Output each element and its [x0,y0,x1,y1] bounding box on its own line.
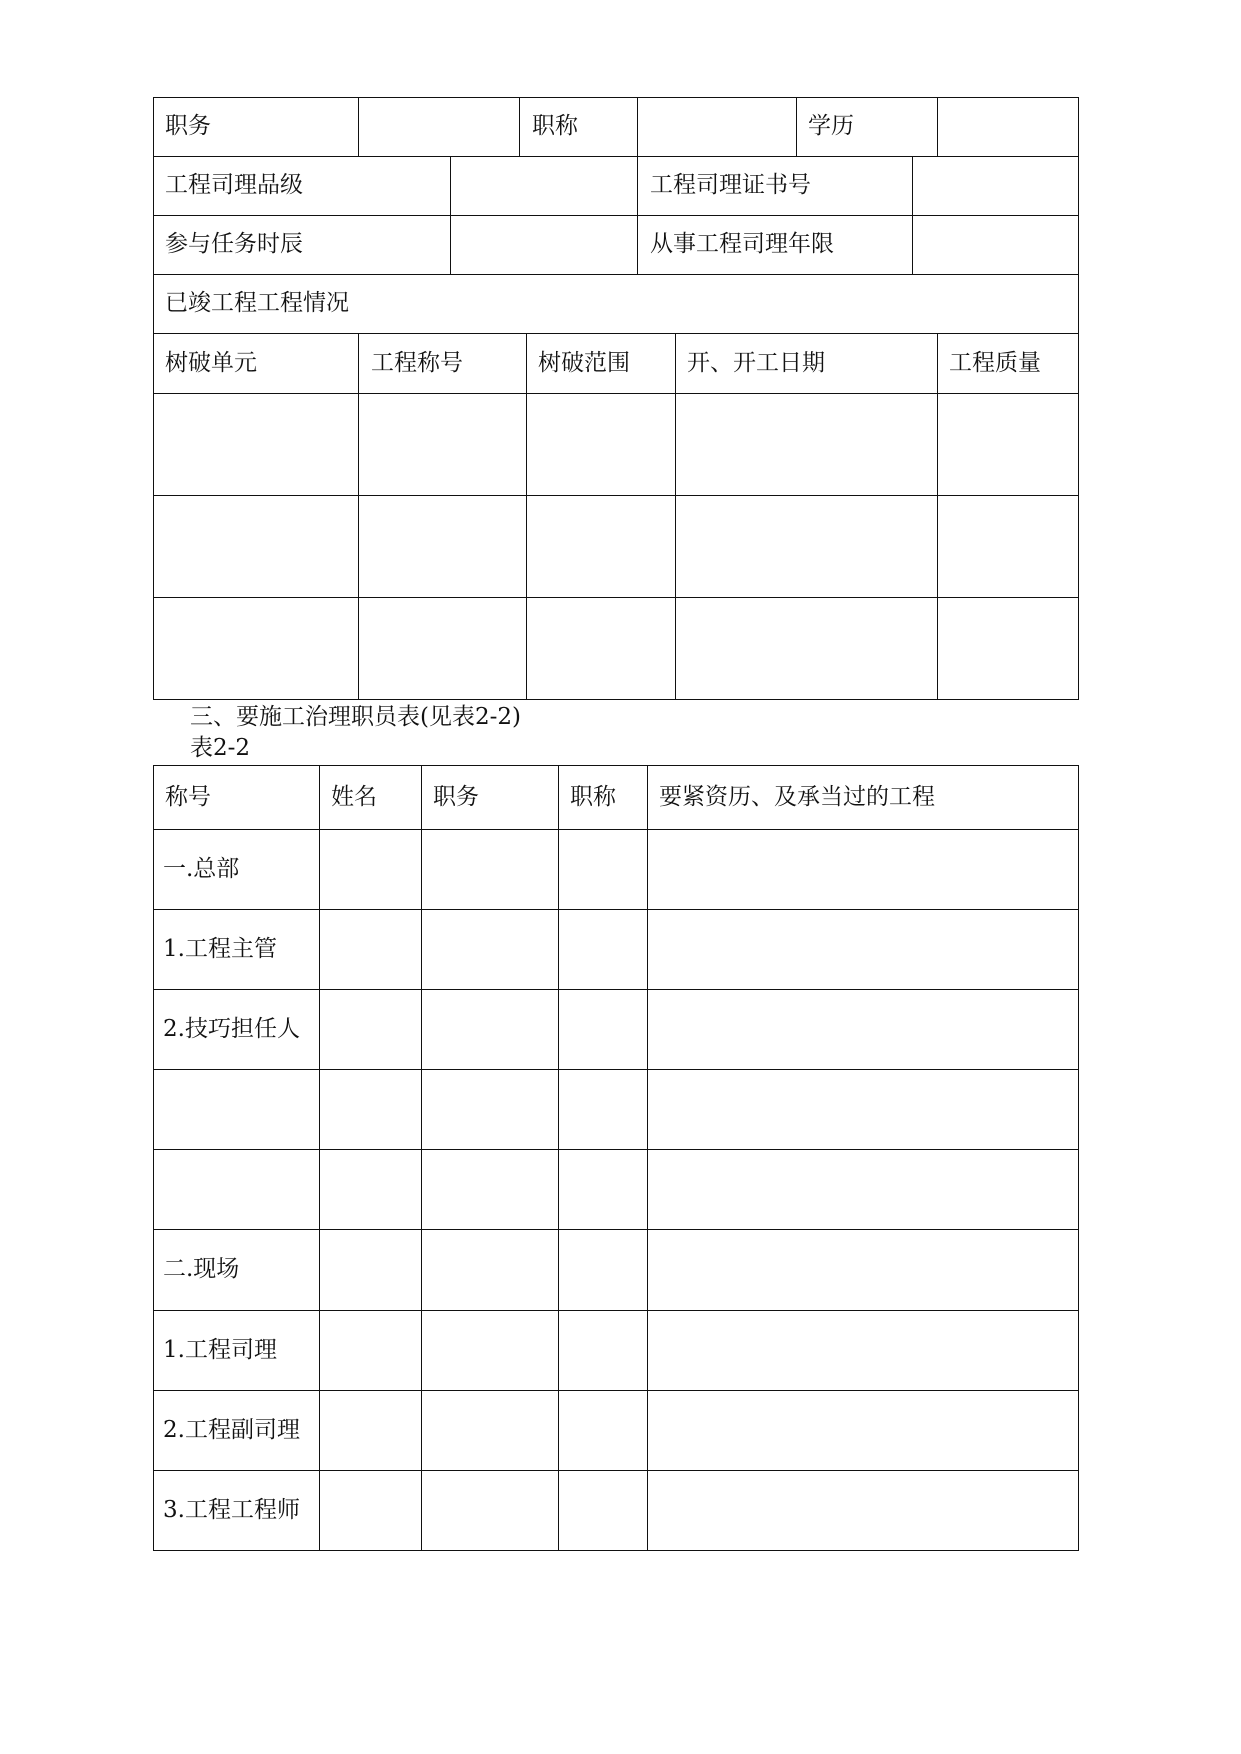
header-project-name: 工程称号 [371,350,463,376]
row-label-deputy-manager: 2.工程副司理 [163,1417,300,1443]
header-dates: 开、开工日期 [687,350,825,376]
header-role-name: 称号 [165,784,211,810]
label-position: 职务 [165,113,211,139]
row-label-site: 二.现场 [163,1256,240,1282]
header-title: 职称 [570,784,616,810]
label-title: 职称 [532,113,578,139]
row-label-project-director: 1.工程主管 [163,936,277,962]
header-quality: 工程质量 [949,350,1041,376]
table-caption: 表2-2 [190,735,251,761]
row-label-project-engineer: 3.工程工程师 [163,1497,300,1523]
row-label-technical-lead: 2.技巧担任人 [163,1016,300,1042]
label-work-time: 参与任务时辰 [165,231,303,257]
header-person-name: 姓名 [331,784,377,810]
header-experience: 要紧资历、及承当过的工程 [659,784,935,810]
label-completed-projects: 已竣工程工程情况 [165,290,349,316]
header-unit: 树破单元 [165,350,257,376]
row-label-headquarters: 一.总部 [163,856,240,882]
label-education: 学历 [808,113,854,139]
label-certificate-number: 工程司理证书号 [650,172,811,198]
header-scope: 树破范围 [538,350,630,376]
header-position: 职务 [433,784,479,810]
row-label-project-manager: 1.工程司理 [163,1337,277,1363]
label-years-as-manager: 从事工程司理年限 [650,231,834,257]
label-manager-grade: 工程司理品级 [165,172,303,198]
section-heading: 三、要施工治理职员表(见表2-2) [190,704,521,730]
